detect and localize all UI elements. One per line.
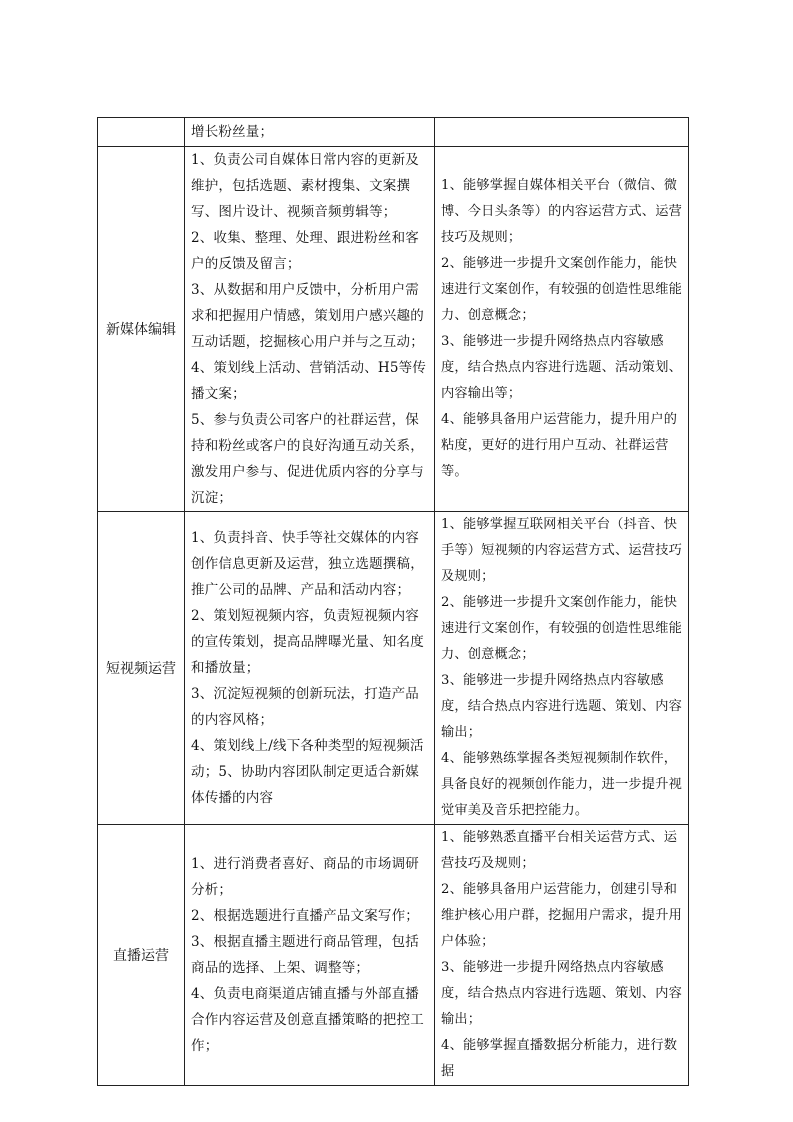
requirements-cell — [435, 825, 689, 1086]
requirement-item: 3、能够进一步提升网络热点内容敏感度，结合热点内容进行选题、活动策划、内容输出等； — [441, 334, 682, 401]
duty-item: 1、负责公司自媒体日常内容的更新及维护，包括选题、素材搜集、文案撰写、图片设计、视频音频剪辑等； — [191, 152, 419, 220]
role-cell — [98, 118, 185, 147]
duty-item: 2、收集、整理、处理、跟进粉丝和客户的反馈及留言； — [191, 230, 419, 272]
requirement-item: 2、能够具备用户运营能力，创建引导和维护核心用户群，挖掘用户需求，提升用户体验； — [441, 882, 682, 949]
requirement-item: 1、能够掌握自媒体相关平台（微信、微博、今日头条等）的内容运营方式、运营技巧及规则； — [441, 178, 682, 245]
duties-cell — [185, 825, 435, 1086]
role-label: 新媒体编辑 — [106, 322, 176, 338]
duty-item: 4、策划线上活动、营销活动、H5等传播文案； — [191, 360, 427, 402]
duty-item: 3、根据直播主题进行商品管理，包括商品的选择、上架、调整等； — [191, 934, 419, 976]
duty-item: 增长粉丝量； — [191, 124, 274, 140]
duty-item: 3、沉淀短视频的创新玩法，打造产品的内容风格； — [191, 686, 419, 728]
requirement-item: 1、能够掌握互联网相关平台（抖音、快手等）短视频的内容运营方式、运营技巧及规则； — [441, 517, 682, 584]
duties-cell — [185, 147, 435, 512]
duty-item: 1、进行消费者喜好、商品的市场调研分析； — [191, 856, 419, 898]
table-row — [98, 147, 689, 512]
job-description-table — [97, 117, 689, 1086]
requirement-item: 3、能够进一步提升网络热点内容敏感度，结合热点内容进行选题、策划、内容输出； — [441, 673, 682, 740]
requirement-item: 4、能够掌握直播数据分析能力，进行数据 — [441, 1038, 678, 1079]
duty-item: 5、参与负责公司客户的社群运营，保持和粉丝或客户的良好沟通互动关系，激发用户参与、促进优质内容的分享与沉淀； — [191, 412, 424, 506]
duty-item: 2、策划短视频内容，负责短视频内容的宣传策划，提高品牌曝光量、知名度和播放量； — [191, 608, 424, 676]
role-cell — [98, 147, 185, 512]
requirement-item: 4、能够熟练掌握各类短视频制作软件，具备良好的视频创作能力，进一步提升视觉审美及音乐把控能力。 — [441, 751, 682, 818]
requirement-item: 2、能够进一步提升文案创作能力，能快速进行文案创作，有较强的创造性思维能力、创意概念； — [441, 256, 682, 323]
duties-cell — [185, 512, 435, 825]
role-cell — [98, 512, 185, 825]
requirements-cell — [435, 118, 689, 147]
role-cell — [98, 825, 185, 1086]
requirements-cell — [435, 512, 689, 825]
duties-cell — [185, 118, 435, 147]
requirement-item: 1、能够熟悉直播平台相关运营方式、运营技巧及规则； — [441, 830, 678, 871]
role-label: 短视频运营 — [106, 661, 176, 677]
duty-item: 2、根据选题进行直播产品文案写作； — [191, 908, 419, 924]
table-row — [98, 825, 689, 1086]
requirement-item: 3、能够进一步提升网络热点内容敏感度，结合热点内容进行选题、策划、内容输出； — [441, 960, 682, 1027]
table-row — [98, 118, 689, 147]
duty-item: 3、从数据和用户反馈中，分析用户需求和把握用户情感，策划用户感兴趣的互动话题，挖掘核心用户并与之互动； — [191, 282, 424, 350]
role-label: 直播运营 — [113, 948, 169, 964]
duty-item: 1、负责抖音、快手等社交媒体的内容创作信息更新及运营，独立选题撰稿，推广公司的品牌、产品和活动内容； — [191, 530, 424, 598]
duty-item: 4、负责电商渠道店铺直播与外部直播合作内容运营及创意直播策略的把控工作； — [191, 986, 424, 1054]
requirements-cell — [435, 147, 689, 512]
duty-item: 4、策划线上/线下各种类型的短视频活动；5、协助内容团队制定更适合新媒体传播的内容 — [191, 738, 424, 806]
table-row — [98, 512, 689, 825]
requirement-item: 4、能够具备用户运营能力，提升用户的粘度，更好的进行用户互动、社群运营等。 — [441, 412, 678, 479]
requirement-item: 2、能够进一步提升文案创作能力，能快速进行文案创作，有较强的创造性思维能力、创意概念； — [441, 595, 682, 662]
